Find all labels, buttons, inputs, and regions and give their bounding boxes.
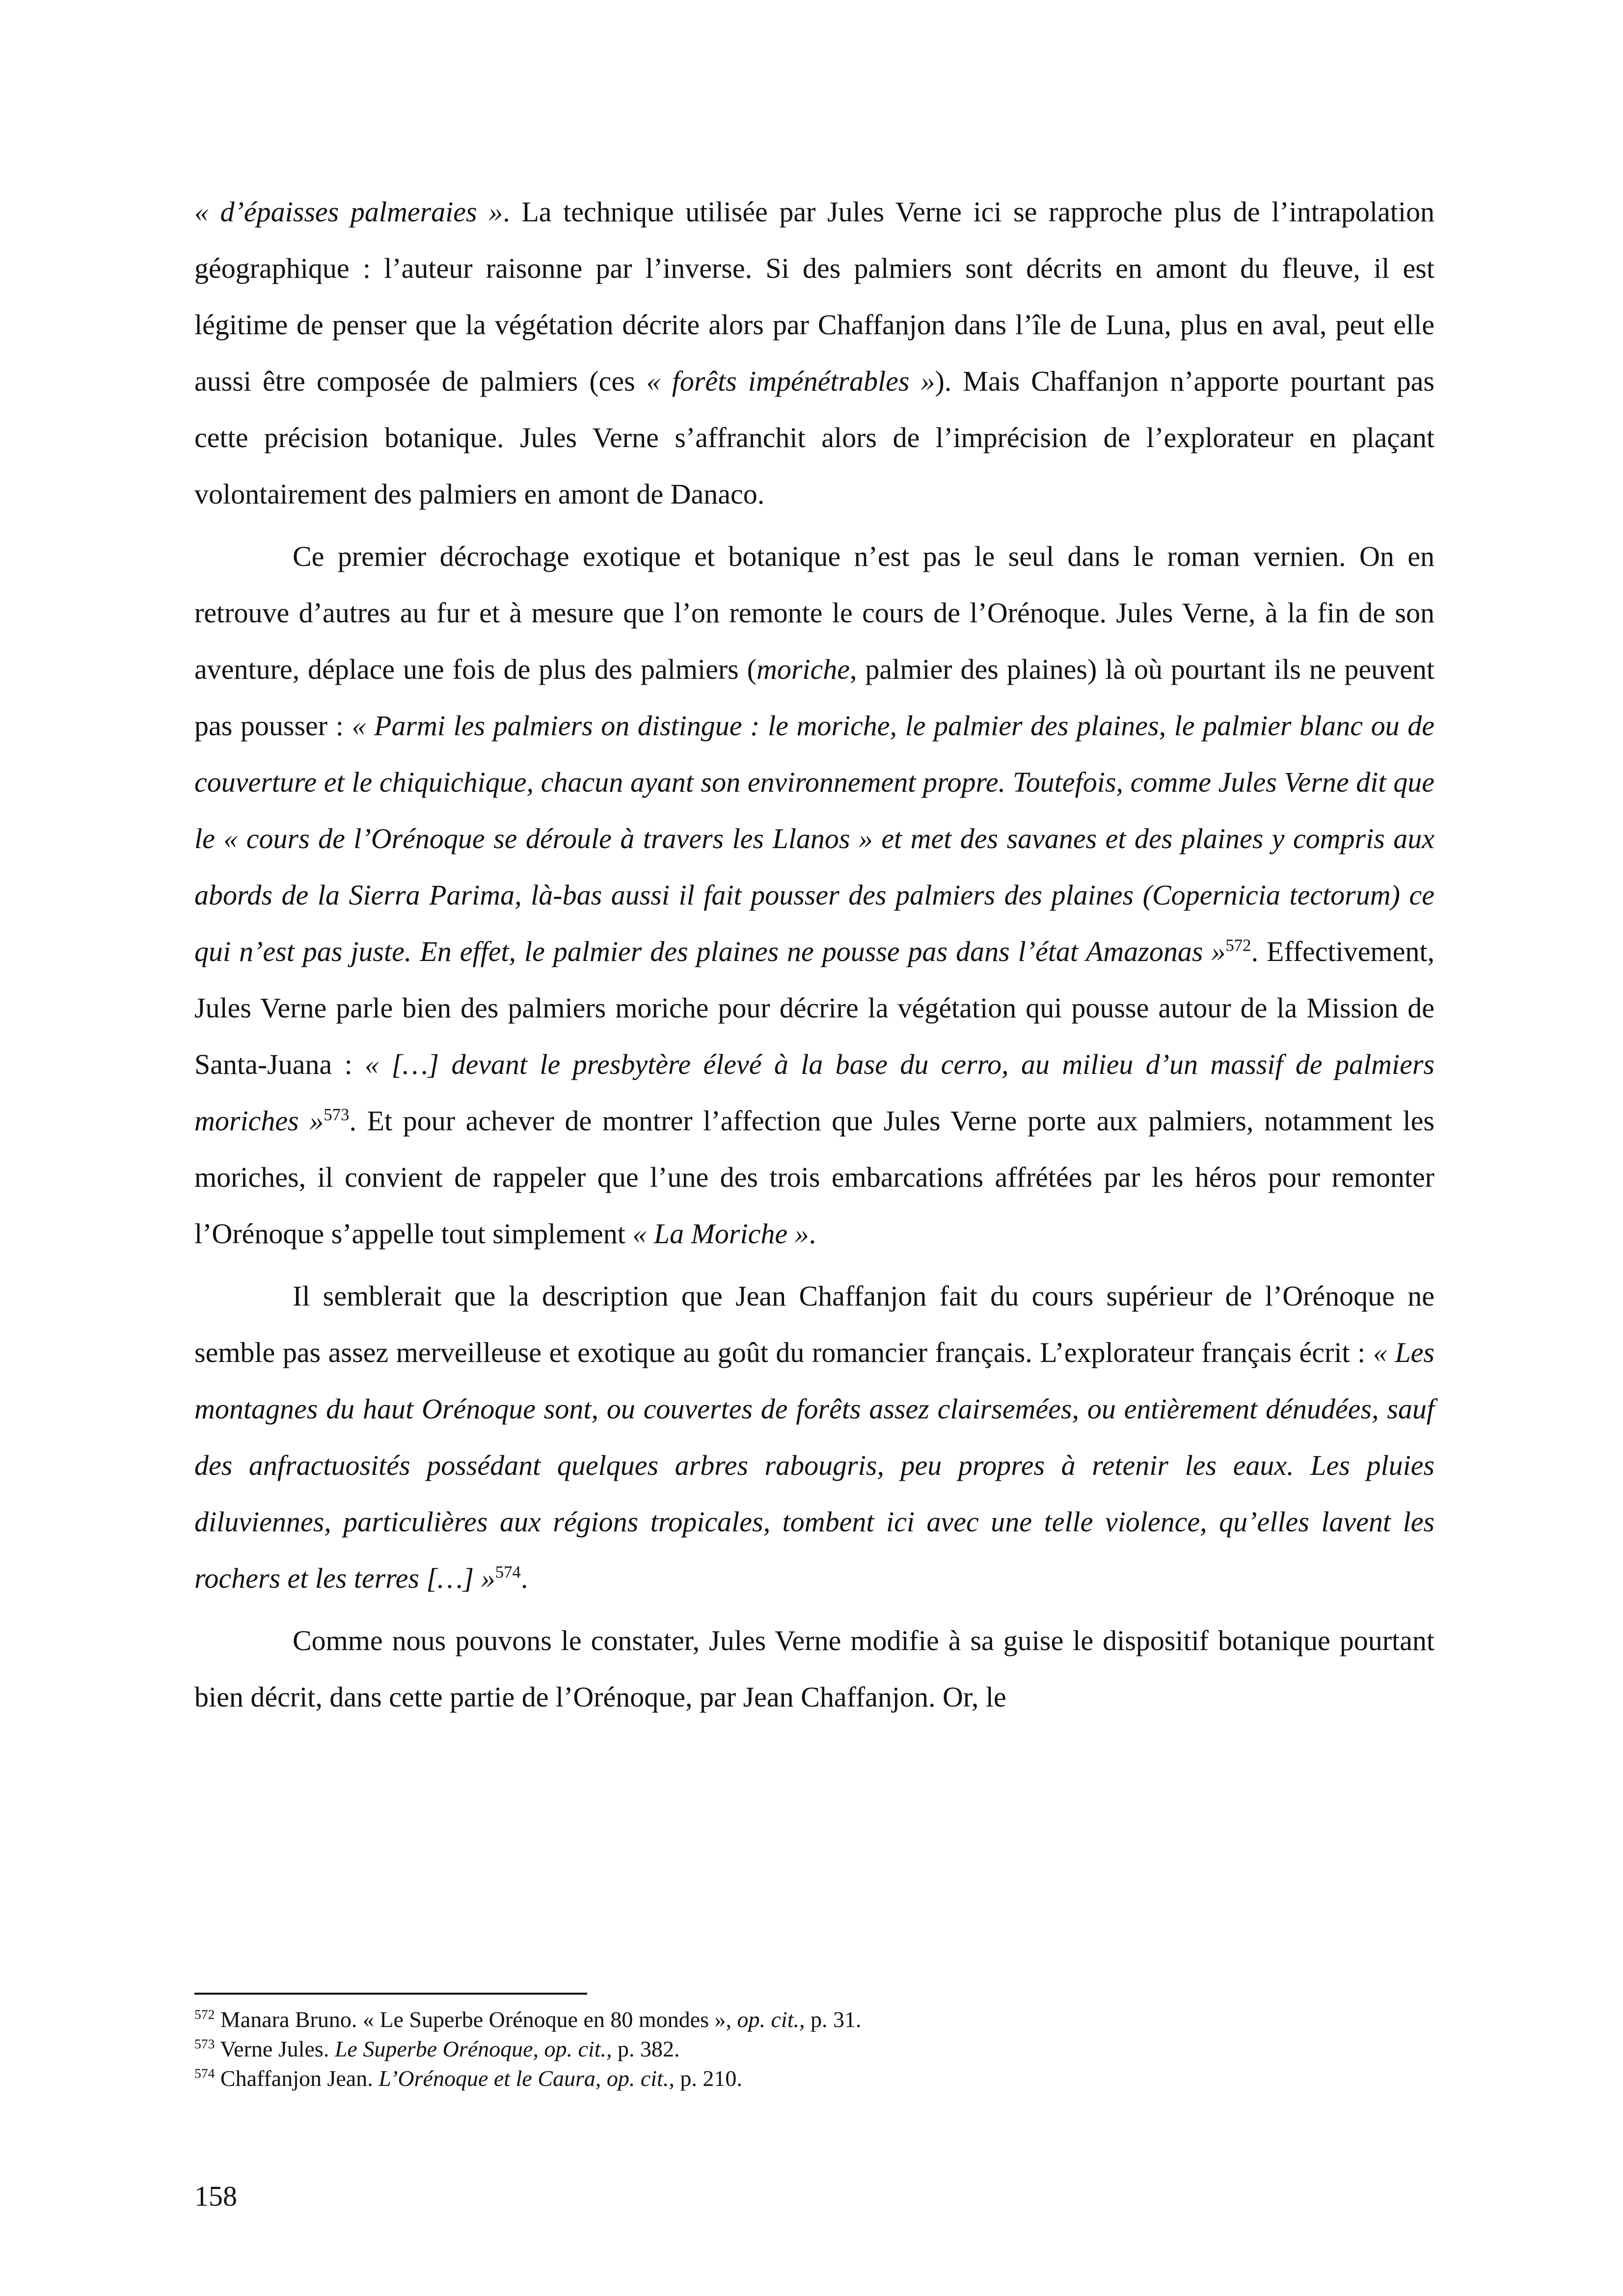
text-run: Ce premier décrochage exotique et botanique n’est pas le seul dans le roman vernien. On en retrouve d’autres au fur et à mesure que l’on remonte le cours de l’Orénoque. Jules Verne, à la fin de son aventure, déplace une fois de plus des palmiers ( (194, 540, 1434, 685)
text-run: p. 31. (805, 2007, 862, 2032)
text-run: . (520, 1562, 528, 1594)
paragraph (194, 528, 1434, 1262)
text-run: ). Mais Chaffanjon n’apporte pourtant pas cette précision botanique. Jules Verne s’affranchit alors de l’imprécision de l’explorateur en plaçant volontairement des palmiers en amont de Danaco. (194, 365, 1434, 510)
footnote-ref: 572 (1225, 935, 1251, 955)
footnote (194, 2064, 1434, 2093)
page-number: 158 (194, 2180, 237, 2212)
paragraph (194, 1268, 1434, 1606)
italic-text: « Les montagnes du haut Orénoque sont, ou couvertes de forêts assez clairsemées, ou entièrement dénudées, sauf des anfractuosités possédant quelques arbres rabougris, peu propres à retenir les eaux. Les pluies diluviennes, particulières aux régions tropicales, tombent ici avec une telle violence, qu’elles lavent les rochers et les terres […] » (194, 1336, 1435, 1594)
text-run: . Et pour achever de montrer l’affection que Jules Verne porte aux palmiers, notamment les moriches, il convient de rappeler que l’une des trois embarcations affrétées par les héros pour remonter l’Orénoque s’appelle tout simplement (194, 1105, 1434, 1250)
paragraph (194, 1612, 1434, 1725)
footnote (194, 2005, 1434, 2034)
footnote-number: 573 (194, 2036, 215, 2052)
italic-text: « […] devant le presbytère élevé à la base du cerro, au milieu d’un massif de palmiers moriches » (194, 1048, 1435, 1137)
italic-text: L’Orénoque et le Caura, op. cit., (379, 2066, 675, 2091)
footnote-ref: 574 (495, 1562, 521, 1582)
text-run: Manara Bruno. « Le Superbe Orénoque en 80 mondes », (220, 2007, 737, 2032)
text-run: Chaffanjon Jean. (220, 2066, 379, 2091)
text-run: Verne Jules. (220, 2036, 335, 2061)
text-run: , palmier des plaines) là où pourtant ils ne peuvent pas pousser : (194, 653, 1434, 742)
italic-text: « Parmi les palmiers on distingue : le moriche, le palmier des plaines, le palmier blanc ou de couverture et le chiquichique, chacun ayant son environnement propre. Toutefois, comme Jules Verne dit que le « cours de l’Orénoque se déroule à travers les Llanos » et met des savanes et des plaines y compris aux abords de la Sierra Parima, là-bas aussi il fait pousser des palmiers des plaines (Copernicia tectorum) ce qui n’est pas juste. En effet, le palmier des plaines ne pousse pas dans l’état Amazonas » (194, 710, 1434, 967)
text-run: . Effectivement, Jules Verne parle bien des palmiers moriche pour décrire la végétation qui pousse autour de la Mission de Santa-Juana : (194, 935, 1434, 1080)
footnote (194, 2034, 1434, 2064)
italic-text: « d’épaisses palmeraies » (194, 196, 503, 228)
italic-text: op. cit., (737, 2007, 805, 2032)
italic-text: « La Moriche » (632, 1218, 809, 1250)
paragraph (194, 184, 1434, 522)
text-run: Comme nous pouvons le constater, Jules Verne modifie à sa guise le dispositif botanique pourtant bien décrit, dans cette partie de l’Orénoque, par Jean Chaffanjon. Or, le (194, 1625, 1434, 1713)
footnote-ref: 573 (324, 1105, 350, 1124)
main-text (194, 184, 1434, 1731)
text-run: Il semblerait que la description que Jean Chaffanjon fait du cours supérieur de l’Orénoque ne semble pas assez merveilleuse et exotique au goût du romancier français. L’explorateur français écrit : (194, 1280, 1434, 1368)
italic-text: « forêts impénétrables » (646, 365, 935, 397)
italic-text: Le Superbe Orénoque, op. cit., (334, 2036, 612, 2061)
text-run: p. 382. (612, 2036, 680, 2061)
italic-text: moriche (756, 653, 850, 685)
footnote-separator (194, 1993, 587, 1995)
text-run: . La technique utilisée par Jules Verne ici se rapproche plus de l’intrapolation géographique : l’auteur raisonne par l’inverse. Si des palmiers sont décrits en amont du fleuve, il est légitime de penser que la végétation décrite alors par Chaffanjon dans l’île de Luna, plus en aval, peut elle aussi être composée de palmiers (ces (194, 196, 1434, 397)
text-run: . (809, 1218, 816, 1250)
footnote-number: 574 (194, 2065, 215, 2081)
footnotes (194, 2005, 1434, 2093)
text-run: p. 210. (674, 2066, 742, 2091)
footnote-number: 572 (194, 2006, 215, 2022)
